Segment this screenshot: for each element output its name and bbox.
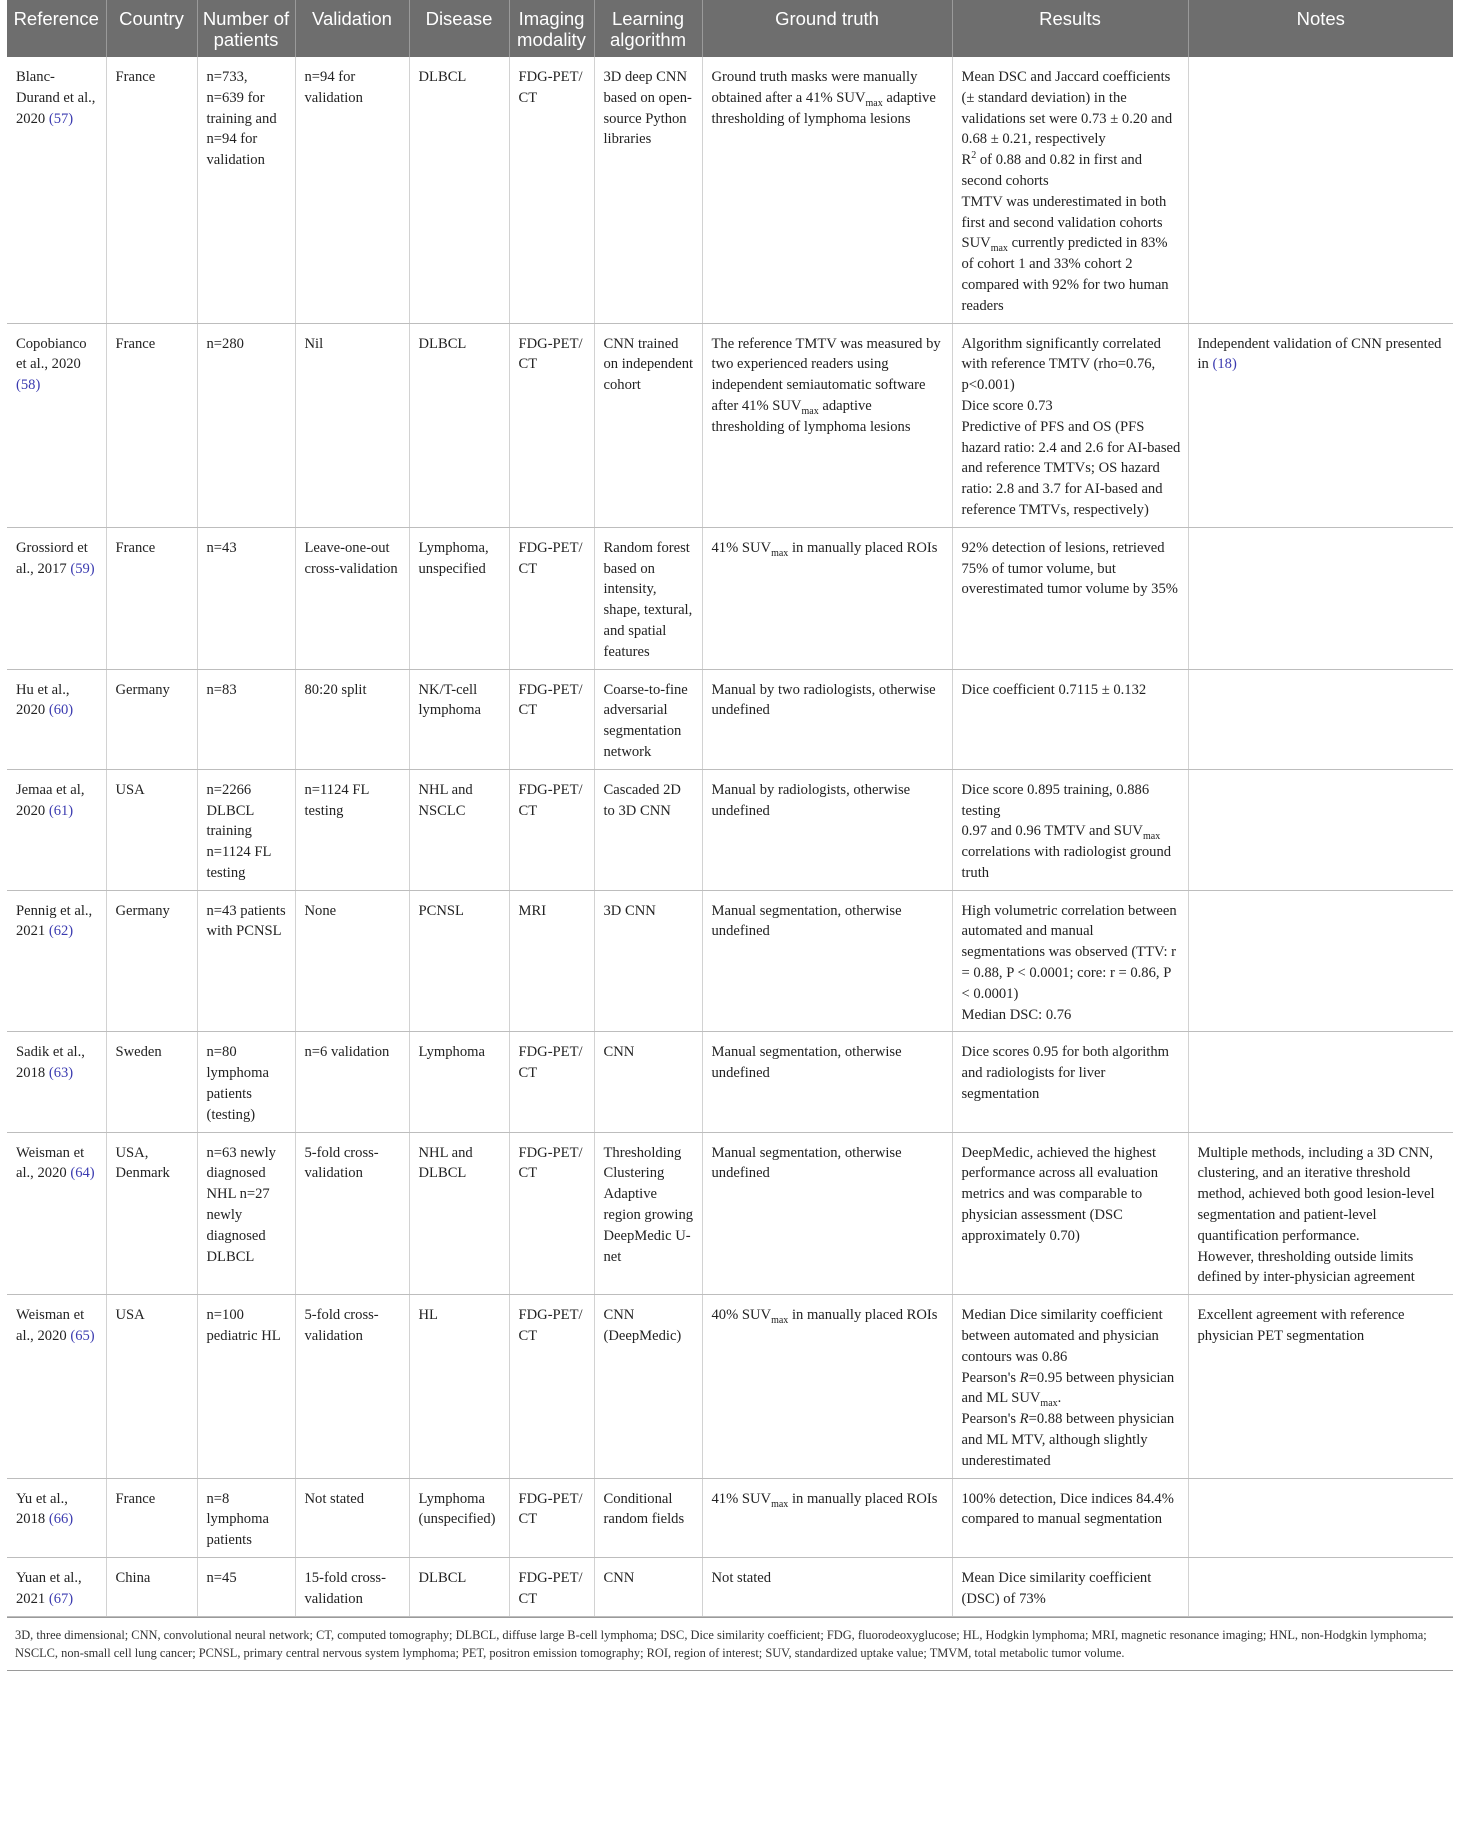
cell-country: USA <box>106 1295 197 1478</box>
data-table <box>7 0 1453 1617</box>
cell-validation: None <box>295 890 409 1032</box>
cell-disease: NHL and DLBCL <box>409 1132 509 1295</box>
reference-link[interactable]: (57) <box>48 110 74 127</box>
cell-notes: Independent validation of CNN presented in (18) <box>1188 323 1453 527</box>
cell-country: Germany <box>106 669 197 769</box>
cell-validation: Nil <box>295 323 409 527</box>
cell-disease: Lymphoma (unspecified) <box>409 1478 509 1557</box>
cell-reference <box>7 323 106 527</box>
cell-reference <box>7 890 106 1032</box>
cell-algorithm: Random forest based on intensity, shape, textural, and spatial features <box>594 527 702 669</box>
cell-ground-truth: 41% $SUV_{max}$ in manually placed ROIs <box>702 1478 952 1557</box>
cell-ground-truth: Ground truth masks were manually obtained after a 41% $SUV_{max}$ adaptive thresholding of lymphoma lesions <box>702 57 952 323</box>
cell-country: USA, Denmark <box>106 1132 197 1295</box>
reference-text: Sadik et al., 2018 <box>16 1044 85 1082</box>
cell-validation: 5-fold cross-validation <box>295 1132 409 1295</box>
table-row <box>7 323 1453 527</box>
cell-notes: Excellent agreement with reference physician PET segmentation <box>1188 1295 1453 1478</box>
cell-modality: FDG-PET/ CT <box>509 1478 594 1557</box>
cell-validation: 15-fold cross-validation <box>295 1558 409 1617</box>
cell-modality: FDG-PET/ CT <box>509 57 594 323</box>
reference-text: Pennig et al., 2021 <box>16 902 93 940</box>
column-header: Imaging modality <box>509 0 594 57</box>
column-header: Disease <box>409 0 509 57</box>
cell-patients: n=43 patients with PCNSL <box>197 890 295 1032</box>
cell-reference <box>7 1558 106 1617</box>
cell-modality: FDG-PET/ CT <box>509 769 594 890</box>
table-footnote: 3D, three dimensional; CNN, convolutional neural network; CT, computed tomography; DLBCL, diffuse large B-cell lymphoma; DSC, Dice similarity coefficient; FDG, fluorodeoxyglucose; HL, Hodgkin lymphoma; MRI, magnetic resonance imaging; HNL, non-Hodgkin lymphoma; NSCLC, non-small cell lung cancer; PCNSL, primary central nervous system lymphoma; PET, positron emission tomography; ROI, region of interest; SUV, standardized uptake value; TMVM, total metabolic tumor volume. <box>7 1617 1453 1671</box>
cell-results: Mean Dice similarity coefficient (DSC) of 73% <box>952 1558 1188 1617</box>
cell-algorithm: 3D deep CNN based on open-source Python libraries <box>594 57 702 323</box>
cell-algorithm: CNN (DeepMedic) <box>594 1295 702 1478</box>
cell-patients: n=45 <box>197 1558 295 1617</box>
cell-algorithm: Conditional random fields <box>594 1478 702 1557</box>
cell-modality: FDG-PET/ CT <box>509 1032 594 1132</box>
cell-country: Sweden <box>106 1032 197 1132</box>
cell-validation: n=94 for validation <box>295 57 409 323</box>
cell-validation: Not stated <box>295 1478 409 1557</box>
cell-reference <box>7 1295 106 1478</box>
cell-patients: n=83 <box>197 669 295 769</box>
cell-validation: 5-fold cross-validation <box>295 1295 409 1478</box>
reference-link[interactable]: (61) <box>48 802 74 819</box>
reference-text: Yu et al., 2018 <box>16 1490 68 1528</box>
cell-results: Dice score 0.895 training, 0.886 testing 0.97 and 0.96 TMTV and $SUV_{max}$ correlations with radiologist ground truth <box>952 769 1188 890</box>
cell-patients: n=43 <box>197 527 295 669</box>
cell-ground-truth: Manual by radiologists, otherwise undefined <box>702 769 952 890</box>
cell-ground-truth: Manual by two radiologists, otherwise undefined <box>702 669 952 769</box>
cell-results: Algorithm significantly correlated with reference TMTV (rho=0.76, p<0.001) Dice score 0.73 Predictive of PFS and OS (PFS hazard ratio: 2.4 and 2.6 for AI-based and reference TMTVs; OS hazard ratio: 2.8 and 3.7 for AI-based and reference TMTVs, respectively) <box>952 323 1188 527</box>
table-row <box>7 1558 1453 1617</box>
cell-disease: NHL and NSCLC <box>409 769 509 890</box>
cell-reference <box>7 1478 106 1557</box>
cell-results: High volumetric correlation between automated and manual segmentations was observed (TTV: r = 0.88, P < 0.0001; core: r = 0.86, P < 0.0001) Median DSC: 0.76 <box>952 890 1188 1032</box>
cell-validation: n=1124 FL testing <box>295 769 409 890</box>
reference-text: Hu et al., 2020 <box>16 681 70 719</box>
cell-disease: HL <box>409 1295 509 1478</box>
table-row <box>7 669 1453 769</box>
cell-ground-truth: The reference TMTV was measured by two experienced readers using independent semiautomatic software after 41% $SUV_{max}$ adaptive thresholding of lymphoma lesions <box>702 323 952 527</box>
cell-country: France <box>106 323 197 527</box>
cell-disease: DLBCL <box>409 57 509 323</box>
cell-patients: n=2266 DLBCL training n=1124 FL testing <box>197 769 295 890</box>
cell-algorithm: Thresholding Clustering Adaptive region growing DeepMedic U-net <box>594 1132 702 1295</box>
cell-patients: n=280 <box>197 323 295 527</box>
cell-patients: n=63 newly diagnosed NHL n=27 newly diagnosed DLBCL <box>197 1132 295 1295</box>
cell-algorithm: CNN <box>594 1558 702 1617</box>
cell-ground-truth: Not stated <box>702 1558 952 1617</box>
cell-results: 92% detection of lesions, retrieved 75% of tumor volume, but overestimated tumor volume by 35% <box>952 527 1188 669</box>
cell-modality: FDG-PET/ CT <box>509 669 594 769</box>
cell-ground-truth: Manual segmentation, otherwise undefined <box>702 1032 952 1132</box>
cell-reference <box>7 1032 106 1132</box>
column-header: Notes <box>1188 0 1453 57</box>
cell-results: Median Dice similarity coefficient between automated and physician contours was 0.86 Pearson's R=0.95 between physician and ML $SUV_{max}$. Pearson's R=0.88 between physician and ML MTV, although slightly underestimated <box>952 1295 1188 1478</box>
cell-algorithm: Cascaded 2D to 3D CNN <box>594 769 702 890</box>
table-row <box>7 57 1453 323</box>
cell-validation: n=6 validation <box>295 1032 409 1132</box>
cell-notes <box>1188 527 1453 669</box>
table-row <box>7 1132 1453 1295</box>
reference-link[interactable]: (65) <box>70 1328 95 1345</box>
cell-ground-truth: 40% $SUV_{max}$ in manually placed ROIs <box>702 1295 952 1478</box>
table-row <box>7 527 1453 669</box>
cell-country: France <box>106 57 197 323</box>
cell-modality: FDG-PET/ CT <box>509 1132 594 1295</box>
column-header: Results <box>952 0 1188 57</box>
column-header: Validation <box>295 0 409 57</box>
cell-notes <box>1188 1478 1453 1557</box>
cell-modality: FDG-PET/ CT <box>509 1295 594 1478</box>
table-row <box>7 769 1453 890</box>
column-header: Number of patients <box>197 0 295 57</box>
cell-notes: Multiple methods, including a 3D CNN, clustering, and an iterative threshold method, achieved both good lesion-level segmentation and patient-level quantification performance. However, thresholding outside limits defined by inter-physician agreement <box>1188 1132 1453 1295</box>
cell-reference <box>7 769 106 890</box>
cell-results: Dice coefficient 0.7115 ± 0.132 <box>952 669 1188 769</box>
reference-text: Copobianco et al., 2020 <box>16 335 87 373</box>
cell-country: France <box>106 1478 197 1557</box>
reference-link[interactable]: (59) <box>70 560 95 577</box>
table-row <box>7 1478 1453 1557</box>
cell-validation: Leave-one-out cross-validation <box>295 527 409 669</box>
reference-link[interactable]: (64) <box>70 1165 95 1182</box>
cell-disease: DLBCL <box>409 1558 509 1617</box>
cell-notes <box>1188 1032 1453 1132</box>
cell-country: France <box>106 527 197 669</box>
cell-ground-truth: Manual segmentation, otherwise undefined <box>702 1132 952 1295</box>
cell-ground-truth: Manual segmentation, otherwise undefined <box>702 890 952 1032</box>
cell-modality: FDG-PET/ CT <box>509 527 594 669</box>
cell-notes <box>1188 890 1453 1032</box>
cell-results: DeepMedic, achieved the highest performance across all evaluation metrics and was comparable to physician assessment (DSC approximately 0.70) <box>952 1132 1188 1295</box>
cell-results: Dice scores 0.95 for both algorithm and radiologists for liver segmentation <box>952 1032 1188 1132</box>
cell-ground-truth: 41% $SUV_{max}$ in manually placed ROIs <box>702 527 952 669</box>
cell-results: Mean DSC and Jaccard coefficients (± standard deviation) in the validations set were 0.73 ± 0.20 and 0.68 ± 0.21, respectively $R^2$ of 0.88 and 0.82 in first and second cohorts TMTV was underestimated in both first and second validation cohorts $SUV_{max}$ currently predicted in 83% of cohort 1 and 33% cohort 2 compared with 92% for two human readers <box>952 57 1188 323</box>
cell-validation: 80:20 split <box>295 669 409 769</box>
cell-disease: PCNSL <box>409 890 509 1032</box>
cell-notes <box>1188 1558 1453 1617</box>
cell-disease: NK/T-cell lymphoma <box>409 669 509 769</box>
cell-algorithm: 3D CNN <box>594 890 702 1032</box>
cell-reference <box>7 669 106 769</box>
cell-algorithm: CNN trained on independent cohort <box>594 323 702 527</box>
reference-link[interactable]: (62) <box>48 923 74 940</box>
column-header: Reference <box>7 0 106 57</box>
column-header: Country <box>106 0 197 57</box>
cell-reference <box>7 527 106 669</box>
cell-disease: Lymphoma, unspecified <box>409 527 509 669</box>
cell-disease: Lymphoma <box>409 1032 509 1132</box>
column-header: Learning algorithm <box>594 0 702 57</box>
cell-modality: MRI <box>509 890 594 1032</box>
cell-patients: n=8 lymphoma patients <box>197 1478 295 1557</box>
cell-notes <box>1188 769 1453 890</box>
cell-notes <box>1188 669 1453 769</box>
reference-link[interactable]: (60) <box>48 702 74 719</box>
reference-text: Weisman et al., 2020 <box>16 1144 85 1182</box>
cell-patients: n=733, n=639 for training and n=94 for validation <box>197 57 295 323</box>
table-row <box>7 1032 1453 1132</box>
reference-text: Yuan et al., 2021 <box>16 1570 82 1607</box>
table-row <box>7 1295 1453 1478</box>
reference-link[interactable]: (67) <box>48 1590 74 1607</box>
reference-text: Grossiord et al., 2017 <box>16 539 88 577</box>
column-header: Ground truth <box>702 0 952 57</box>
cell-reference <box>7 57 106 323</box>
cell-notes <box>1188 57 1453 323</box>
cell-modality: FDG-PET/ CT <box>509 1558 594 1617</box>
cell-country: China <box>106 1558 197 1617</box>
cell-patients: n=80 lymphoma patients (testing) <box>197 1032 295 1132</box>
cell-modality: FDG-PET/ CT <box>509 323 594 527</box>
cell-country: Germany <box>106 890 197 1032</box>
cell-disease: DLBCL <box>409 323 509 527</box>
cell-reference <box>7 1132 106 1295</box>
reference-text: Jemaa et al, 2020 <box>16 781 85 819</box>
cell-algorithm: CNN <box>594 1032 702 1132</box>
cell-results: 100% detection, Dice indices 84.4% compared to manual segmentation <box>952 1478 1188 1557</box>
reference-link[interactable]: (63) <box>48 1065 74 1082</box>
reference-text: Blanc-Durand et al., 2020 <box>16 69 96 127</box>
cell-patients: n=100 pediatric HL <box>197 1295 295 1478</box>
cell-country: USA <box>106 769 197 890</box>
cell-algorithm: Coarse-to-fine adversarial segmentation network <box>594 669 702 769</box>
reference-link[interactable]: (66) <box>48 1511 74 1528</box>
reference-link[interactable]: (58) <box>16 377 41 394</box>
table-row <box>7 890 1453 1032</box>
reference-text: Weisman et al., 2020 <box>16 1307 85 1345</box>
header-row <box>7 0 1453 57</box>
table-body <box>7 57 1453 1616</box>
